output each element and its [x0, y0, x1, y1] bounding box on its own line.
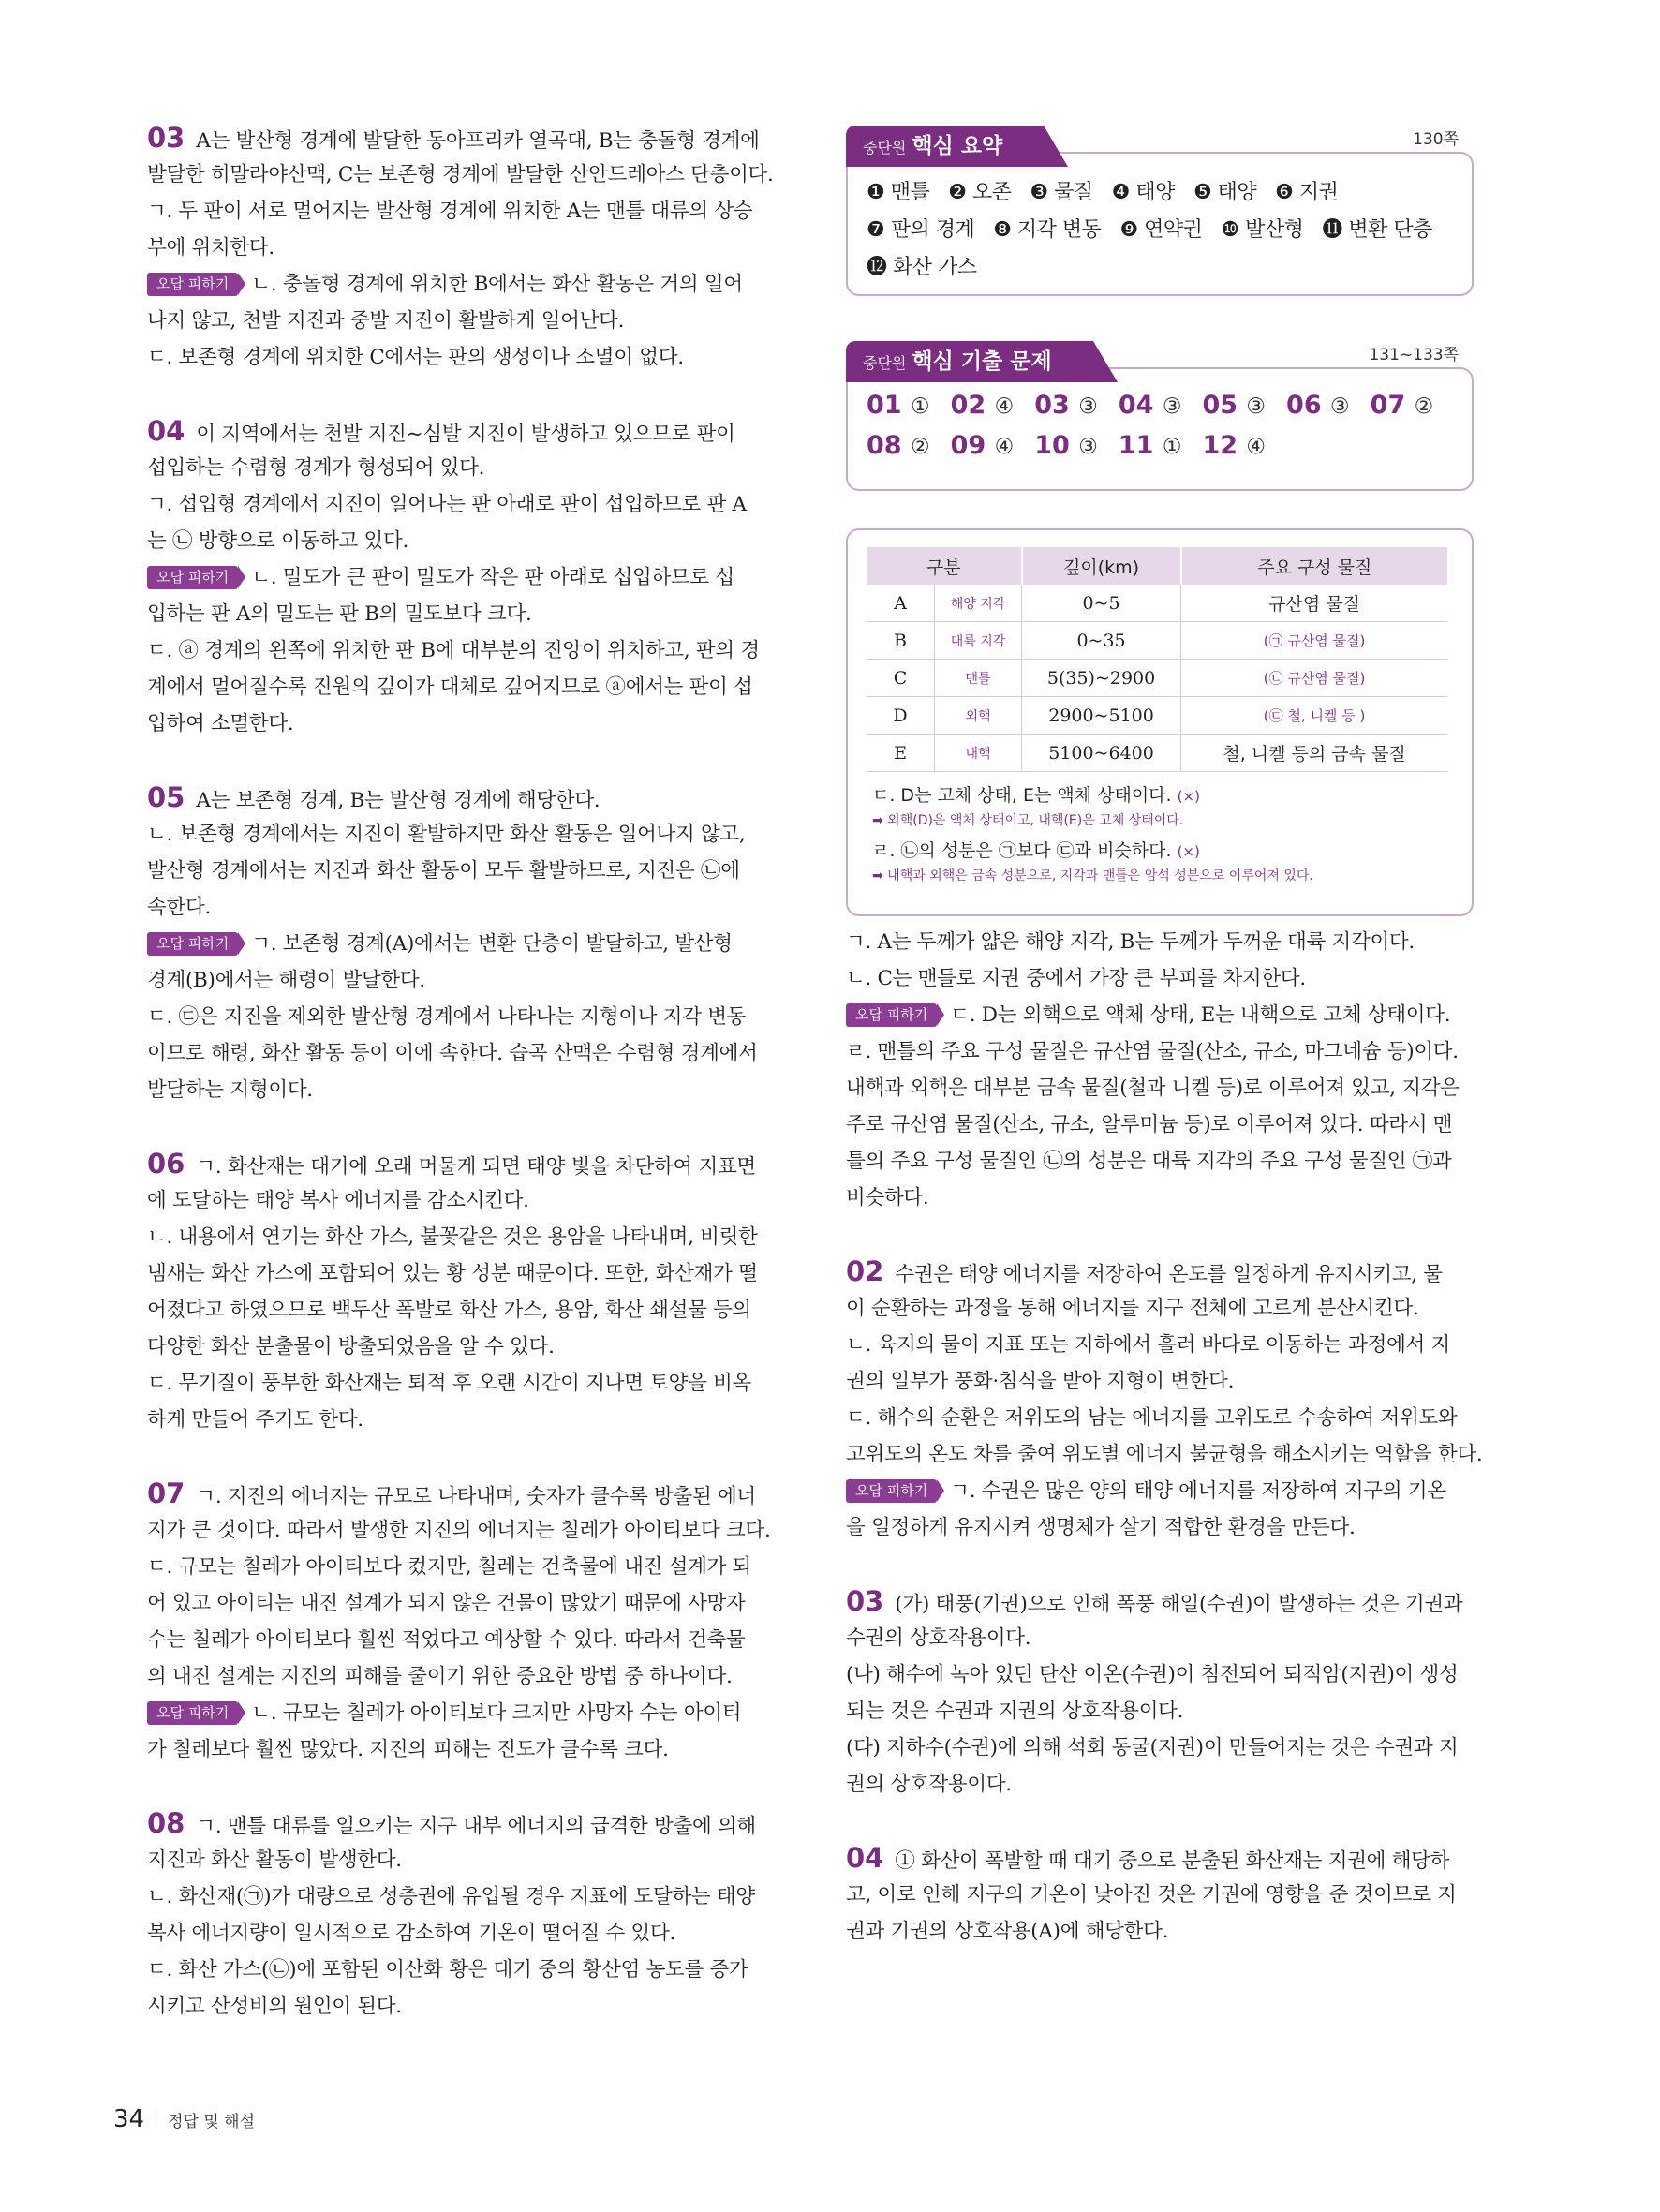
line-text: 발달하는 지형이다. [147, 1078, 313, 1102]
answer-line [147, 1878, 773, 1915]
answer-number: 05 [1202, 391, 1238, 420]
line-text: 권의 상호작용이다. [846, 1773, 1012, 1796]
line-text: 비슷하다. [846, 1186, 929, 1210]
answer-section-03 [147, 120, 773, 376]
line-text: 하게 만들어 주기도 한다. [147, 1408, 363, 1432]
page-number: 34 [113, 2105, 145, 2133]
answer-section-05 [147, 779, 773, 1108]
line-text: 입하는 판 A의 밀도는 판 B의 밀도보다 크다. [147, 602, 532, 626]
answer-line [846, 1509, 1474, 1546]
answer-line [147, 413, 773, 450]
answers-row [867, 426, 1472, 467]
avoid-wrong-answer-tag: 오답 피하기 [147, 1701, 238, 1725]
answer-line [147, 1182, 773, 1219]
answer-choice: ④ [994, 394, 1015, 419]
layer-table [867, 547, 1447, 772]
line-text: 냄새는 화산 가스에 포함되어 있는 황 성분 때문이다. 또한, 화산재가 떨 [147, 1262, 758, 1285]
line-text: 수권은 태양 에너지를 저장하여 온도를 일정하게 유지시키고, 물 [895, 1263, 1443, 1286]
answer-item [867, 391, 930, 420]
answer-choice: ③ [1246, 394, 1267, 419]
avoid-wrong-answer-tag: 오답 피하기 [147, 932, 238, 956]
line-text: 권의 일부가 풍화·침식을 받아 지형이 변한다. [846, 1370, 1235, 1393]
line-text: 지가 큰 것이다. 따라서 발생한 지진의 에너지는 칠레가 아이티보다 크다. [147, 1519, 771, 1542]
answer-line [846, 960, 1474, 997]
right-column [846, 120, 1483, 1987]
answer-line [147, 999, 773, 1035]
line-text: A는 보존형 경계, B는 발산형 경계에 해당한다. [196, 789, 600, 812]
line-text: 이 지역에서는 천발 지진~심발 지진이 발생하고 있으므로 판이 [196, 423, 735, 446]
answer-item [951, 391, 1015, 420]
layer-material: (㉡ 규산염 물질) [1181, 660, 1447, 697]
line-text: 주로 규산염 물질(산소, 규소, 알루미늄 등)로 이루어져 있다. 따라서 맨 [846, 1113, 1453, 1136]
line-text: 틀의 주요 구성 물질인 ㉡의 성분은 대륙 지각의 주요 구성 물질인 ㉠과 [846, 1150, 1452, 1173]
answer-line [846, 1913, 1474, 1950]
layer-name: 내핵 [935, 735, 1022, 772]
answer-line [147, 1622, 773, 1658]
line-text: A는 발산형 경계에 발달한 동아프리카 열곡대, B는 충돌형 경계에 [196, 129, 760, 153]
line-text: 수는 칠레가 아이티보다 훨씬 적었다고 예상할 수 있다. 따라서 건축물 [147, 1628, 746, 1652]
page-footer [113, 2105, 255, 2133]
summary-box [846, 130, 1474, 296]
answers-rows [848, 369, 1472, 467]
line-text: 계에서 멀어질수록 진원의 깊이가 대체로 깊어지므로 ⓐ에서는 판이 섭 [147, 675, 753, 699]
layer-key: C [867, 660, 935, 697]
line-text: 부에 위치한다. [147, 236, 274, 260]
line-text: ㄴ. 밀도가 큰 판이 밀도가 작은 판 아래로 섭입하므로 섭 [251, 566, 734, 589]
table-row [867, 622, 1447, 660]
layer-depth: 5(35)~2900 [1022, 660, 1181, 697]
analysis-note-1: ➡ 외핵(D)은 액체 상태이고, 내핵(E)은 고체 상태이다. [872, 813, 1184, 828]
answer-choice: ② [910, 435, 930, 459]
line-text: 지진과 화산 활동이 발생한다. [147, 1848, 402, 1872]
answer-choice: ④ [1246, 435, 1267, 459]
answer-line [147, 705, 773, 742]
answer-line [846, 1766, 1474, 1803]
line-text: ① 화산이 폭발할 때 대기 중으로 분출된 화산재는 지권에 해당하 [895, 1849, 1450, 1873]
summary-item: ⓫ 변환 단층 [1322, 218, 1432, 242]
answer-number: 08 [867, 431, 902, 460]
line-text: ㄱ. A는 두께가 얇은 해양 지각, B는 두께가 두꺼운 대륙 지각이다. [846, 930, 1415, 954]
line-text: 복사 에너지량이 일시적으로 감소하여 기온이 떨어질 수 있다. [147, 1922, 676, 1945]
avoid-wrong-answer-tag: 오답 피하기 [846, 1479, 937, 1503]
answer-line [147, 1292, 773, 1329]
line-text: 고위도의 온도 차를 줄여 위도별 에너지 불균형을 해소시키는 역할을 한다. [846, 1443, 1483, 1466]
line-text: 섭입하는 수렴형 경계가 형성되어 있다. [147, 456, 485, 480]
line-text: 다양한 화산 분출물이 방출되었음을 알 수 있다. [147, 1335, 555, 1358]
answer-section-06 [147, 1146, 773, 1438]
line-text: 발산형 경계에서는 지진과 화산 활동이 모두 활발하므로, 지진은 ㉡에 [147, 859, 740, 883]
layer-material: 철, 니켈 등의 금속 물질 [1181, 735, 1447, 772]
table-row [867, 585, 1447, 622]
layer-name: 해양 지각 [935, 585, 1022, 622]
table-header: 주요 구성 물질 [1181, 547, 1447, 585]
answer-line [147, 1658, 773, 1695]
layer-key: B [867, 622, 935, 660]
answer-line [846, 1254, 1474, 1290]
answer-item [1119, 431, 1182, 460]
summary-item: ❷ 오존 [948, 181, 1012, 204]
line-text: ㄷ. 해수의 순환은 저위도의 남는 에너지를 고위도로 수송하여 저위도와 [846, 1406, 1458, 1430]
answer-line [147, 1731, 773, 1768]
answer-item [1119, 391, 1182, 420]
analysis-box [846, 528, 1474, 916]
line-text: ㄱ. 보존형 경계(A)에서는 변환 단층이 발달하고, 발산형 [251, 932, 733, 956]
answers-row [867, 386, 1472, 426]
layer-depth: 2900~5100 [1022, 697, 1181, 735]
answer-line [846, 1656, 1474, 1693]
answer-line [147, 156, 773, 193]
line-text: 시키고 산성비의 원인이 된다. [147, 1995, 402, 2018]
question-number: 02 [846, 1255, 884, 1287]
answer-choice: ② [1414, 394, 1434, 419]
answer-choice: ① [1162, 435, 1182, 459]
answer-number: 09 [950, 431, 986, 460]
line-text: ㄴ. 규모는 칠레가 아이티보다 크지만 사망자 수는 아이티 [251, 1701, 742, 1725]
summary-item: ❺ 태양 [1193, 181, 1257, 204]
summary-item: ⓬ 화산 가스 [867, 256, 977, 279]
answer-line [846, 1840, 1474, 1877]
answer-line [147, 1219, 773, 1255]
answer-line [147, 1365, 773, 1402]
answer-number: 02 [950, 391, 986, 420]
line-text: ㄱ. 섭입형 경계에서 지진이 일어나는 판 아래로 판이 섭입하므로 판 A [147, 493, 747, 516]
answer-line [147, 303, 773, 339]
line-text: (다) 지하수(수권)에 의해 석회 동굴(지권)이 만들어지는 것은 수권과 지 [846, 1736, 1459, 1759]
analysis-note-2: ➡ 내핵과 외핵은 금속 성분으로, 지각과 맨틀은 암석 성분으로 이루어져 있다. [872, 868, 1313, 883]
line-text: 을 일정하게 유지시켜 생명체가 살기 적합한 환경을 만든다. [846, 1516, 1356, 1539]
layer-key: A [867, 585, 935, 622]
line-text: 속한다. [147, 896, 211, 919]
line-text: ㄴ. 충돌형 경계에 위치한 B에서는 화산 활동은 거의 일어 [251, 273, 743, 296]
table-row [867, 735, 1447, 772]
question-number: 07 [147, 1477, 185, 1509]
answer-line [147, 1512, 773, 1549]
answer-number: 04 [1118, 391, 1154, 420]
answer-item [867, 431, 930, 460]
answer-line [147, 193, 773, 230]
summary-item: ❻ 지권 [1275, 181, 1339, 204]
summary-rows [848, 154, 1472, 287]
answer-line [846, 1327, 1474, 1363]
answer-item [1286, 391, 1350, 420]
answer-line [147, 230, 773, 266]
answer-line [846, 997, 1474, 1033]
answer-line [147, 1952, 773, 1988]
answer-line [846, 1033, 1474, 1070]
answer-line [147, 669, 773, 705]
answer-line [147, 1695, 773, 1731]
table-row [867, 697, 1447, 735]
line-text: (나) 해수에 녹아 있던 탄산 이온(수권)이 침전되어 퇴적암(지권)이 생성 [846, 1663, 1459, 1686]
layer-material: (㉠ 규산염 물질) [1181, 622, 1447, 660]
answer-line [846, 1436, 1483, 1473]
answer-line [147, 1988, 773, 2025]
answer-choice: ③ [1078, 394, 1098, 419]
answer-item [1034, 431, 1098, 460]
answer-line [846, 1620, 1474, 1656]
line-text: ㄱ. 수권은 많은 양의 태양 에너지를 저장하여 지구의 기온 [950, 1479, 1446, 1503]
answer-section-07 [147, 1476, 773, 1768]
line-text: ㄹ. 맨틀의 주요 구성 물질은 규산염 물질(산소, 규소, 마그네슘 등)이다. [846, 1040, 1459, 1063]
answer-line [147, 339, 773, 376]
summary-item: ❸ 물질 [1030, 181, 1093, 204]
line-text: 이므로 해령, 화산 활동 등이 이에 속한다. 습곡 산맥은 수렴형 경계에서 [147, 1042, 758, 1065]
right-sections [846, 1254, 1483, 1950]
answer-section-03 [846, 1583, 1474, 1803]
line-text: 입하여 소멸한다. [147, 712, 294, 735]
summary-item: ❼ 판의 경계 [867, 218, 975, 242]
analysis-section [846, 528, 1474, 916]
line-text: ㄷ. 화산 가스(㉡)에 포함된 이산화 황은 대기 중의 황산염 농도를 증가 [147, 1958, 748, 1982]
answer-line [147, 1072, 773, 1108]
answer-line [147, 962, 773, 999]
line-text: 어졌다고 하였으므로 백두산 폭발로 화산 가스, 용암, 화산 쇄설물 등의 [147, 1299, 752, 1322]
answer-line [846, 1180, 1474, 1216]
layer-material: (㉢ 철, 니켈 등 ) [1181, 697, 1447, 735]
answer-line [147, 1842, 773, 1878]
answer-number: 12 [1202, 431, 1238, 460]
answer-line [147, 1476, 773, 1512]
table-header: 구분 [867, 547, 1022, 585]
answer-section-02 [846, 1254, 1483, 1546]
answer-line [147, 523, 773, 559]
answer-item [951, 431, 1015, 460]
line-text: ㄴ. 보존형 경계에서는 지진이 활발하지만 화산 활동은 일어나지 않고, [147, 823, 746, 846]
answer-choice: ④ [994, 435, 1015, 459]
answer-choice: ③ [1330, 394, 1350, 419]
answer-line [147, 926, 773, 962]
line-text: 의 내진 설계는 지진의 피해를 줄이기 위한 중요한 방법 중 하나이다. [147, 1665, 733, 1688]
line-text: 나지 않고, 천발 지진과 중발 지진이 활발하게 일어난다. [147, 309, 625, 333]
analysis-statement-1: ㄷ. D는 고체 상태, E는 액체 상태이다. (×) [872, 785, 1200, 806]
answer-number: 07 [1370, 391, 1406, 420]
line-text: ㄷ. ㉢은 지진을 제외한 발산형 경계에서 나타나는 지형이나 지각 변동 [147, 1005, 747, 1029]
answers-page-ref: 131~133쪽 [1369, 346, 1459, 364]
question-number: 04 [846, 1842, 884, 1874]
answer-line [846, 1583, 1474, 1620]
answer-number: 01 [867, 391, 902, 420]
question-number: 03 [147, 122, 185, 154]
answer-choice: ③ [1078, 435, 1098, 459]
answer-line [147, 853, 773, 889]
line-text: 권과 기권의 상호작용(A)에 해당한다. [846, 1920, 1169, 1943]
answer-line [147, 450, 773, 486]
summary-item: ❹ 태양 [1111, 181, 1175, 204]
answer-line [846, 1290, 1474, 1327]
layer-material: 규산염 물질 [1181, 585, 1447, 622]
answer-item [1202, 431, 1266, 460]
line-text: ㄱ. 두 판이 서로 멀어지는 발산형 경계에 위치한 A는 맨틀 대류의 상승 [147, 200, 753, 223]
summary-row [867, 249, 1472, 287]
question-number: 03 [846, 1585, 884, 1617]
answer-line [846, 1143, 1474, 1180]
line-text: ㄷ. 규모는 칠레가 아이티보다 컸지만, 칠레는 건축물에 내진 설계가 되 [147, 1555, 752, 1579]
line-text: 내핵과 외핵은 대부분 금속 물질(철과 니켈 등)로 이루어져 있고, 지각은 [846, 1076, 1460, 1100]
line-text: ㄴ. 육지의 물이 지표 또는 지하에서 흘러 바다로 이동하는 과정에서 지 [846, 1333, 1451, 1357]
question-number: 04 [147, 415, 185, 447]
answer-line [147, 779, 773, 816]
analysis-explanation [846, 924, 1474, 1216]
line-text: 경계(B)에서는 해령이 발달한다. [147, 969, 425, 992]
line-text: 수권의 상호작용이다. [846, 1626, 1031, 1650]
answer-number: 10 [1034, 431, 1070, 460]
question-number: 05 [147, 781, 185, 813]
answer-item [1202, 391, 1266, 420]
answer-number: 03 [1034, 391, 1070, 420]
line-text: ㄴ. 내용에서 연기는 화산 가스, 불꽃같은 것은 용암을 나타내며, 비릿한 [147, 1225, 758, 1249]
layer-name: 외핵 [935, 697, 1022, 735]
footer-title: 정답 및 해설 [168, 2113, 256, 2131]
line-text: 발달한 히말라야산맥, C는 보존형 경계에 발달한 산안드레아스 단층이다. [147, 163, 774, 186]
answer-line [147, 889, 773, 926]
answer-line [846, 1400, 1474, 1436]
line-text: 에 도달하는 태양 복사 에너지를 감소시킨다. [147, 1189, 529, 1212]
answer-line [147, 1805, 773, 1842]
line-text: ㄷ. ⓐ 경계의 왼쪽에 위치한 판 B에 대부분의 진앙이 위치하고, 판의 경 [147, 639, 760, 662]
answer-item [1371, 391, 1434, 420]
question-number: 08 [147, 1807, 185, 1839]
line-text: ㄷ. D는 외핵으로 액체 상태, E는 내핵으로 고체 상태이다. [950, 1003, 1451, 1027]
layer-depth: 0~5 [1022, 585, 1181, 622]
avoid-wrong-answer-tag: 오답 피하기 [147, 273, 238, 296]
answer-section-04 [147, 413, 773, 742]
answer-line [846, 1473, 1474, 1509]
line-text: 는 ㉡ 방향으로 이동하고 있다. [147, 529, 409, 553]
answers-header: 중단원 핵심 기출 문제 [846, 341, 1093, 382]
summary-row [867, 212, 1472, 249]
answer-line [846, 1693, 1474, 1730]
line-text: 되는 것은 수권과 지권의 상호작용이다. [846, 1700, 1184, 1723]
line-text: (가) 태풍(기권)으로 인해 폭풍 해일(수권)이 발생하는 것은 기권과 [895, 1593, 1463, 1616]
layer-depth: 5100~6400 [1022, 735, 1181, 772]
answer-line [846, 1106, 1474, 1143]
analysis-statement-2: ㄹ. ㉡의 성분은 ㉠보다 ㉢과 비슷하다. (×) [872, 840, 1200, 861]
answer-line [147, 1329, 773, 1365]
left-column [147, 120, 773, 2062]
summary-page-ref: 130쪽 [1413, 130, 1459, 149]
answer-number: 06 [1286, 391, 1322, 420]
table-header: 깊이(km) [1022, 547, 1181, 585]
answer-line [846, 1070, 1474, 1106]
answer-line [147, 1402, 773, 1438]
answer-number: 11 [1118, 431, 1154, 460]
answer-choice: ③ [1162, 394, 1182, 419]
line-text: ㄷ. 무기질이 풍부한 화산재는 퇴적 후 오랜 시간이 지나면 토양을 비옥 [147, 1372, 752, 1395]
avoid-wrong-answer-tag: 오답 피하기 [846, 1003, 937, 1027]
line-text: 가 칠레보다 훨씬 많았다. 지진의 피해는 진도가 클수록 크다. [147, 1738, 669, 1761]
summary-item: ❽ 지각 변동 [993, 218, 1102, 242]
line-text: ㄴ. 화산재(㉠)가 대량으로 성층권에 유입될 경우 지표에 도달하는 태양 [147, 1885, 755, 1908]
answer-line [147, 816, 773, 853]
line-text: ㄷ. 보존형 경계에 위치한 C에서는 판의 생성이나 소멸이 없다. [147, 346, 684, 369]
answer-line [147, 632, 773, 669]
layer-depth: 0~35 [1022, 622, 1181, 660]
layer-key: E [867, 735, 935, 772]
line-text: 이 순환하는 과정을 통해 에너지를 지구 전체에 고르게 분산시킨다. [846, 1297, 1419, 1320]
answer-line [147, 266, 773, 303]
line-text: ㄱ. 맨틀 대류를 일으키는 지구 내부 에너지의 급격한 방출에 의해 [196, 1815, 756, 1838]
answer-line [147, 1035, 773, 1072]
summary-row [867, 174, 1472, 212]
line-text: 고, 이로 인해 지구의 기온이 낮아진 것은 기권에 영향을 준 것이므로 지 [846, 1883, 1457, 1907]
answers-box [846, 346, 1474, 491]
answer-line [147, 1146, 773, 1182]
answer-section-08 [147, 1805, 773, 2025]
line-text: ㄱ. 화산재는 대기에 오래 머물게 되면 태양 빛을 차단하여 지표면 [196, 1155, 756, 1179]
summary-header: 중단원 핵심 요약 [846, 126, 1044, 167]
answer-line [846, 1877, 1474, 1913]
answer-line [147, 120, 773, 156]
avoid-wrong-answer-tag: 오답 피하기 [147, 566, 238, 589]
layer-name: 맨틀 [935, 660, 1022, 697]
answer-line [846, 924, 1474, 960]
table-row [867, 660, 1447, 697]
answer-line [147, 1549, 773, 1585]
question-number: 06 [147, 1148, 185, 1180]
answer-section-04 [846, 1840, 1474, 1950]
summary-item: ❾ 연약권 [1119, 218, 1203, 242]
answer-line [846, 1730, 1474, 1766]
answer-line [147, 486, 773, 523]
answer-line [147, 559, 773, 596]
answer-choice: ① [910, 394, 930, 419]
answer-item [1034, 391, 1098, 420]
answer-line [147, 1255, 773, 1292]
summary-item: ❶ 맨틀 [867, 181, 930, 204]
answer-line [846, 1363, 1474, 1400]
answer-line [147, 596, 773, 632]
answer-line [147, 1585, 773, 1622]
answer-line [147, 1915, 773, 1952]
line-text: ㄴ. C는 맨틀로 지권 중에서 가장 큰 부피를 차지한다. [846, 967, 1306, 990]
line-text: 어 있고 아이티는 내진 설계가 되지 않은 건물이 많았기 때문에 사망자 [147, 1592, 746, 1615]
line-text: ㄱ. 지진의 에너지는 규모로 나타내며, 숫자가 클수록 방출된 에너 [196, 1485, 756, 1508]
layer-key: D [867, 697, 935, 735]
layer-name: 대륙 지각 [935, 622, 1022, 660]
summary-item: ❿ 발산형 [1221, 218, 1304, 242]
